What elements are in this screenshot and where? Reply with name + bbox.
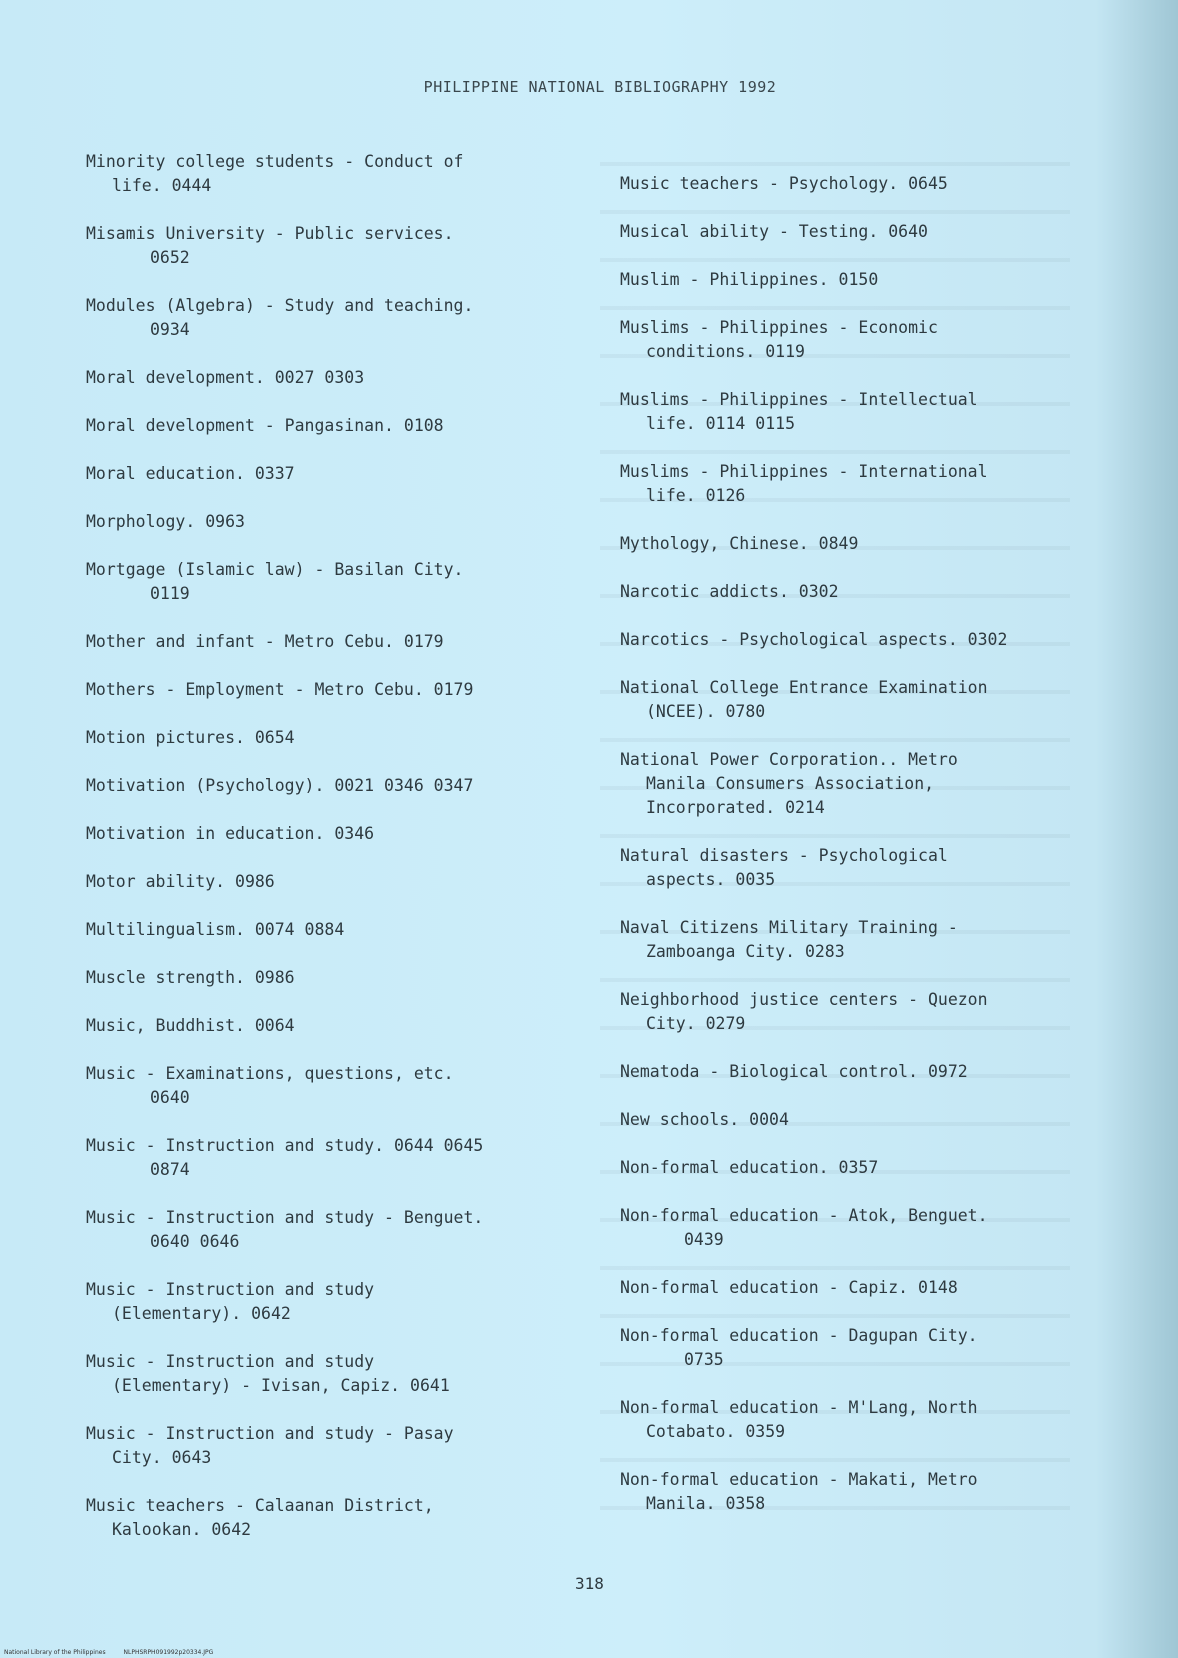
entry-line: 0119	[150, 584, 190, 603]
index-entry	[86, 294, 586, 342]
entry-line: Music - Examinations, questions, etc.	[86, 1064, 454, 1083]
entry-line: Moral development - Pangasinan. 0108	[86, 416, 444, 435]
index-entry	[86, 870, 586, 894]
entry-line: Multilingualism. 0074 0884	[86, 920, 345, 939]
entry-line: Music - Instruction and study - Pasay	[86, 1424, 454, 1443]
entry-line: Zamboanga City. 0283	[646, 942, 845, 961]
entry-line: Music - Instruction and study	[86, 1280, 375, 1299]
index-entry	[86, 630, 586, 654]
entry-line: life. 0126	[646, 486, 746, 505]
index-entry	[86, 678, 586, 702]
index-entry	[620, 1204, 1100, 1252]
entry-line: Non-formal education - Capiz. 0148	[620, 1278, 958, 1297]
index-entry	[620, 1276, 1100, 1300]
entry-line: Misamis University - Public services.	[86, 224, 454, 243]
index-entry	[86, 1062, 586, 1110]
footer-file: NLPHSRPH091992p20334.JPG	[123, 1649, 214, 1656]
entry-line: 0934	[150, 320, 190, 339]
index-entry	[86, 918, 586, 942]
index-entry	[620, 532, 1100, 556]
entry-line: 0652	[150, 248, 190, 267]
index-entry	[620, 388, 1100, 436]
entry-line: Muslims - Philippines - Economic	[620, 318, 938, 337]
index-entry	[86, 150, 586, 198]
left-column	[86, 150, 586, 1566]
entry-line: Music teachers - Calaanan District,	[86, 1496, 434, 1515]
page-header: PHILIPPINE NATIONAL BIBLIOGRAPHY 1992	[423, 78, 777, 96]
entry-line: Kalookan. 0642	[112, 1520, 252, 1539]
entry-line: Motivation (Psychology). 0021 0346 0347	[86, 776, 474, 795]
index-entry	[620, 1156, 1100, 1180]
entry-line: City. 0279	[646, 1014, 746, 1033]
entry-line: Music - Instruction and study. 0644 0645	[86, 1136, 484, 1155]
entry-line: Incorporated. 0214	[646, 798, 825, 817]
entry-line: Nematoda - Biological control. 0972	[620, 1062, 968, 1081]
index-entry	[86, 1494, 586, 1542]
index-entry	[620, 1396, 1100, 1444]
index-entry	[620, 988, 1100, 1036]
index-entry	[86, 366, 586, 390]
entry-line: 0735	[684, 1350, 724, 1369]
page-number: 318	[575, 1574, 604, 1593]
entry-line: Musical ability - Testing. 0640	[620, 222, 928, 241]
entry-line: Muslims - Philippines - Intellectual	[620, 390, 978, 409]
index-entry	[620, 1060, 1100, 1084]
entry-line: National College Entrance Examination	[620, 678, 988, 697]
index-entry	[86, 414, 586, 438]
footer	[4, 1649, 229, 1656]
entry-line: Neighborhood justice centers - Quezon	[620, 990, 988, 1009]
entry-line: (Elementary). 0642	[112, 1304, 291, 1323]
index-entry	[86, 1422, 586, 1470]
index-entry	[86, 1278, 586, 1326]
index-entry	[86, 222, 586, 270]
entry-line: Motivation in education. 0346	[86, 824, 375, 843]
index-entry	[620, 844, 1100, 892]
entry-line: conditions. 0119	[646, 342, 805, 361]
entry-line: Music, Buddhist. 0064	[86, 1016, 295, 1035]
index-entry	[620, 1108, 1100, 1132]
index-entry	[86, 558, 586, 606]
index-entry	[86, 774, 586, 798]
entry-line: Motion pictures. 0654	[86, 728, 295, 747]
entry-line: Morphology. 0963	[86, 512, 245, 531]
entry-line: Manila. 0358	[646, 1494, 766, 1513]
index-entry	[86, 1350, 586, 1398]
entry-line: Moral development. 0027 0303	[86, 368, 365, 387]
entry-line: Music - Instruction and study - Benguet.	[86, 1208, 484, 1227]
entry-line: Music teachers - Psychology. 0645	[620, 174, 948, 193]
entry-line: Natural disasters - Psychological	[620, 846, 948, 865]
entry-line: life. 0114 0115	[646, 414, 796, 433]
right-column	[620, 172, 1100, 1540]
entry-line: 0640	[150, 1088, 190, 1107]
index-entry	[620, 220, 1100, 244]
index-entry	[86, 1206, 586, 1254]
entry-line: Non-formal education - Dagupan City.	[620, 1326, 978, 1345]
entry-line: Muslims - Philippines - International	[620, 462, 988, 481]
entry-line: New schools. 0004	[620, 1110, 789, 1129]
entry-line: Naval Citizens Military Training -	[620, 918, 958, 937]
index-entry	[620, 1468, 1100, 1516]
entry-line: Manila Consumers Association,	[646, 774, 935, 793]
index-entry	[620, 580, 1100, 604]
footer-library: National Library of the Philippines	[4, 1649, 106, 1656]
index-entry	[620, 172, 1100, 196]
entry-line: (Elementary) - Ivisan, Capiz. 0641	[112, 1376, 450, 1395]
index-entry	[86, 1014, 586, 1038]
entry-line: Modules (Algebra) - Study and teaching.	[86, 296, 474, 315]
index-entry	[620, 676, 1100, 724]
index-entry	[86, 726, 586, 750]
entry-line: aspects. 0035	[646, 870, 776, 889]
index-entry	[620, 268, 1100, 292]
index-entry	[620, 316, 1100, 364]
entry-line: Narcotic addicts. 0302	[620, 582, 839, 601]
entry-line: Minority college students - Conduct of	[86, 152, 464, 171]
entry-line: 0640 0646	[150, 1232, 240, 1251]
entry-line: Mothers - Employment - Metro Cebu. 0179	[86, 680, 474, 699]
entry-line: life. 0444	[112, 176, 212, 195]
index-entry	[620, 748, 1100, 820]
index-entry	[86, 510, 586, 534]
entry-line: Mother and infant - Metro Cebu. 0179	[86, 632, 444, 651]
entry-line: Music - Instruction and study	[86, 1352, 375, 1371]
entry-line: 0439	[684, 1230, 724, 1249]
entry-line: Cotabato. 0359	[646, 1422, 786, 1441]
entry-line: 0874	[150, 1160, 190, 1179]
index-entry	[86, 1134, 586, 1182]
entry-line: (NCEE). 0780	[646, 702, 766, 721]
entry-line: Muscle strength. 0986	[86, 968, 295, 987]
entry-line: Non-formal education - M'Lang, North	[620, 1398, 978, 1417]
index-entry	[620, 916, 1100, 964]
entry-line: Non-formal education - Atok, Benguet.	[620, 1206, 988, 1225]
index-entry	[86, 822, 586, 846]
entry-line: Muslim - Philippines. 0150	[620, 270, 879, 289]
index-entry	[620, 1324, 1100, 1372]
entry-line: City. 0643	[112, 1448, 212, 1467]
index-entry	[620, 460, 1100, 508]
entry-line: Non-formal education - Makati, Metro	[620, 1470, 978, 1489]
entry-line: Narcotics - Psychological aspects. 0302	[620, 630, 1008, 649]
index-entry	[620, 628, 1100, 652]
index-entry	[86, 966, 586, 990]
index-entry	[86, 462, 586, 486]
entry-line: Mythology, Chinese. 0849	[620, 534, 859, 553]
entry-line: Moral education. 0337	[86, 464, 295, 483]
entry-line: Motor ability. 0986	[86, 872, 275, 891]
entry-line: National Power Corporation.. Metro	[620, 750, 958, 769]
entry-line: Mortgage (Islamic law) - Basilan City.	[86, 560, 464, 579]
entry-line: Non-formal education. 0357	[620, 1158, 879, 1177]
